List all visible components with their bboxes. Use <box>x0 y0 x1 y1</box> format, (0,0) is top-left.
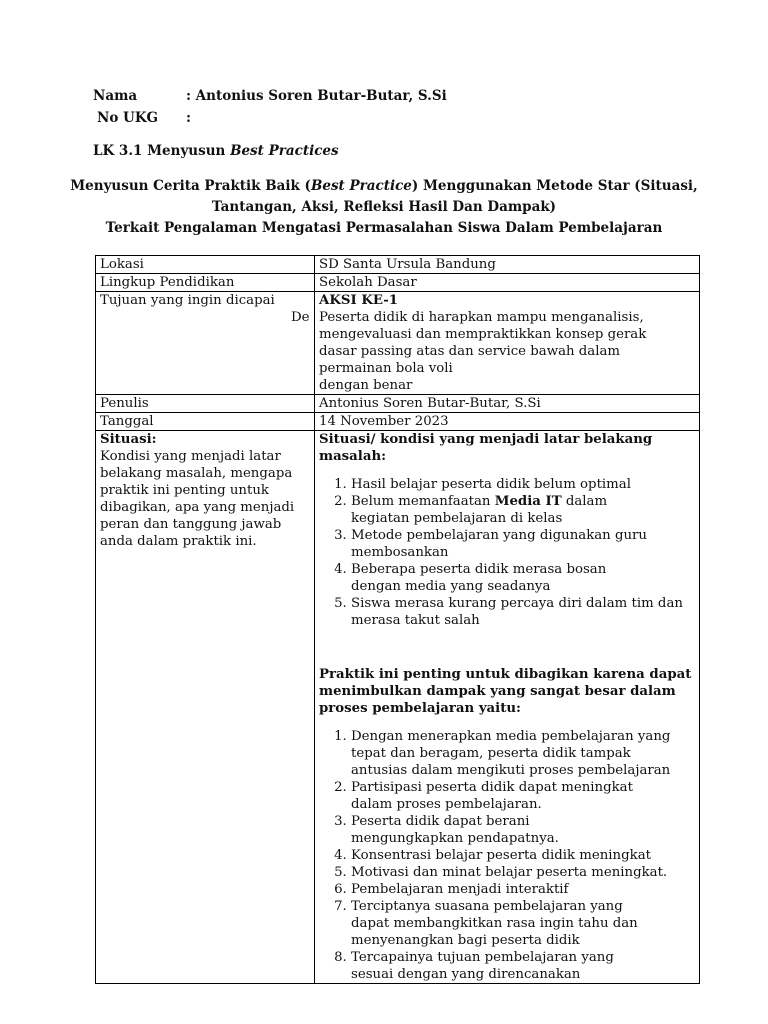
penulis-label: Penulis <box>96 395 315 413</box>
situasi-list <box>319 476 695 629</box>
list-item: 4. Beberapa peserta didik merasa bosan dengan media yang seadanya <box>351 561 695 595</box>
lokasi-label: Lokasi <box>96 256 315 274</box>
tujuan-line: permainan bola voli <box>319 361 453 376</box>
stray-prefix: De <box>291 310 310 325</box>
title-line-3: Terkait Pengalaman Mengatasi Permasalahan Siswa Dalam Pembelajaran <box>105 220 663 236</box>
document-title <box>60 176 708 239</box>
list-item: 1. Hasil belajar peserta didik belum optimal <box>351 476 695 493</box>
list-item: 3. Metode pembelajaran yang digunakan guru membosankan <box>351 527 695 561</box>
tujuan-line: Peserta didik di harapkan mampu menganalisis, <box>319 310 644 325</box>
situasi-desc-line: dibagikan, apa yang menjadi <box>100 500 295 515</box>
list-item: 2. Partisipasi peserta didik dapat meningkat dalam proses pembelajaran. <box>351 779 695 813</box>
situasi-content <box>315 431 700 984</box>
nama-value: : Antonius Soren Butar-Butar, S.Si <box>186 88 447 104</box>
aksi-heading: AKSI KE-1 <box>319 293 399 308</box>
list-item: 7. Terciptanya suasana pembelajaran yang dapat membangkitkan rasa ingin tahu dan menyenangkan bagi peserta didik <box>351 898 695 949</box>
situasi-heading: Situasi/ kondisi yang menjadi latar belakang masalah: <box>319 432 653 464</box>
no-ukg-value: : <box>186 110 191 126</box>
list-item: 1. Dengan menerapkan media pembelajaran yang tepat dan beragam, peserta didik tampak antusias dalam mengikuti proses pembelajaran <box>351 728 695 779</box>
lingkup-label: Lingkup Pendidikan <box>96 274 315 292</box>
list-item: 5. Motivasi dan minat belajar peserta meningkat. <box>351 864 695 881</box>
situasi-desc-line: belakang masalah, mengapa <box>100 466 293 481</box>
table-row <box>96 431 700 984</box>
list-item: 4. Konsentrasi belajar peserta didik meningkat <box>351 847 695 864</box>
list-item: 5. Siswa merasa kurang percaya diri dalam tim dan merasa takut salah <box>351 595 695 629</box>
tujuan-line: dengan benar <box>319 378 413 393</box>
situasi-desc-line: anda dalam praktik ini. <box>100 534 257 549</box>
situasi-desc-line: Kondisi yang menjadi latar <box>100 449 281 464</box>
tujuan-line: mengevaluasi dan mempraktikkan konsep gerak <box>319 327 647 342</box>
situasi-label: Situasi: <box>100 432 157 447</box>
list-item: 6. Pembelajaran menjadi interaktif <box>351 881 695 898</box>
table-row <box>96 413 700 431</box>
nama-label: Nama <box>93 88 138 104</box>
list-item: 8. Tercapainya tujuan pembelajaran yang sesuai dengan yang direncanakan <box>351 949 695 983</box>
list-item: 3. Peserta didik dapat berani mengungkapkan pendapatnya. <box>351 813 695 847</box>
best-practice-table <box>95 255 700 984</box>
penulis-value: Antonius Soren Butar-Butar, S.Si <box>315 395 700 413</box>
lk-heading: LK 3.1 Menyusun Best Practices <box>93 143 339 159</box>
no-ukg-label: No UKG <box>97 110 159 126</box>
table-row <box>96 274 700 292</box>
situasi-desc-line: praktik ini penting untuk <box>100 483 269 498</box>
table-row <box>96 292 700 395</box>
situasi-label-cell <box>96 431 315 984</box>
tujuan-value <box>291 292 700 395</box>
table-row <box>96 395 700 413</box>
lingkup-value: Sekolah Dasar <box>315 274 700 292</box>
list-item: 2. Belum memanfaatan Media IT dalam kegiatan pembelajaran di kelas <box>351 493 695 527</box>
tanggal-label: Tanggal <box>96 413 315 431</box>
tujuan-label: Tujuan yang ingin dicapai <box>96 292 315 395</box>
tanggal-value: 14 November 2023 <box>315 413 700 431</box>
situasi-desc-line: peran dan tanggung jawab <box>100 517 282 532</box>
table-row <box>96 256 700 274</box>
title-line-2: Tantangan, Aksi, Refleksi Hasil Dan Dampak) <box>211 199 557 215</box>
tujuan-line: dasar passing atas dan service bawah dalam <box>319 344 621 359</box>
title-line-1: Menyusun Cerita Praktik Baik (Best Practice) Menggunakan Metode Star (Situasi, <box>70 178 698 194</box>
lokasi-value: SD Santa Ursula Bandung <box>315 256 700 274</box>
praktik-list <box>319 728 695 983</box>
praktik-heading: Praktik ini penting untuk dibagikan karena dapat menimbulkan dampak yang sangat besar dalam proses pembelajaran yaitu: <box>319 667 692 716</box>
